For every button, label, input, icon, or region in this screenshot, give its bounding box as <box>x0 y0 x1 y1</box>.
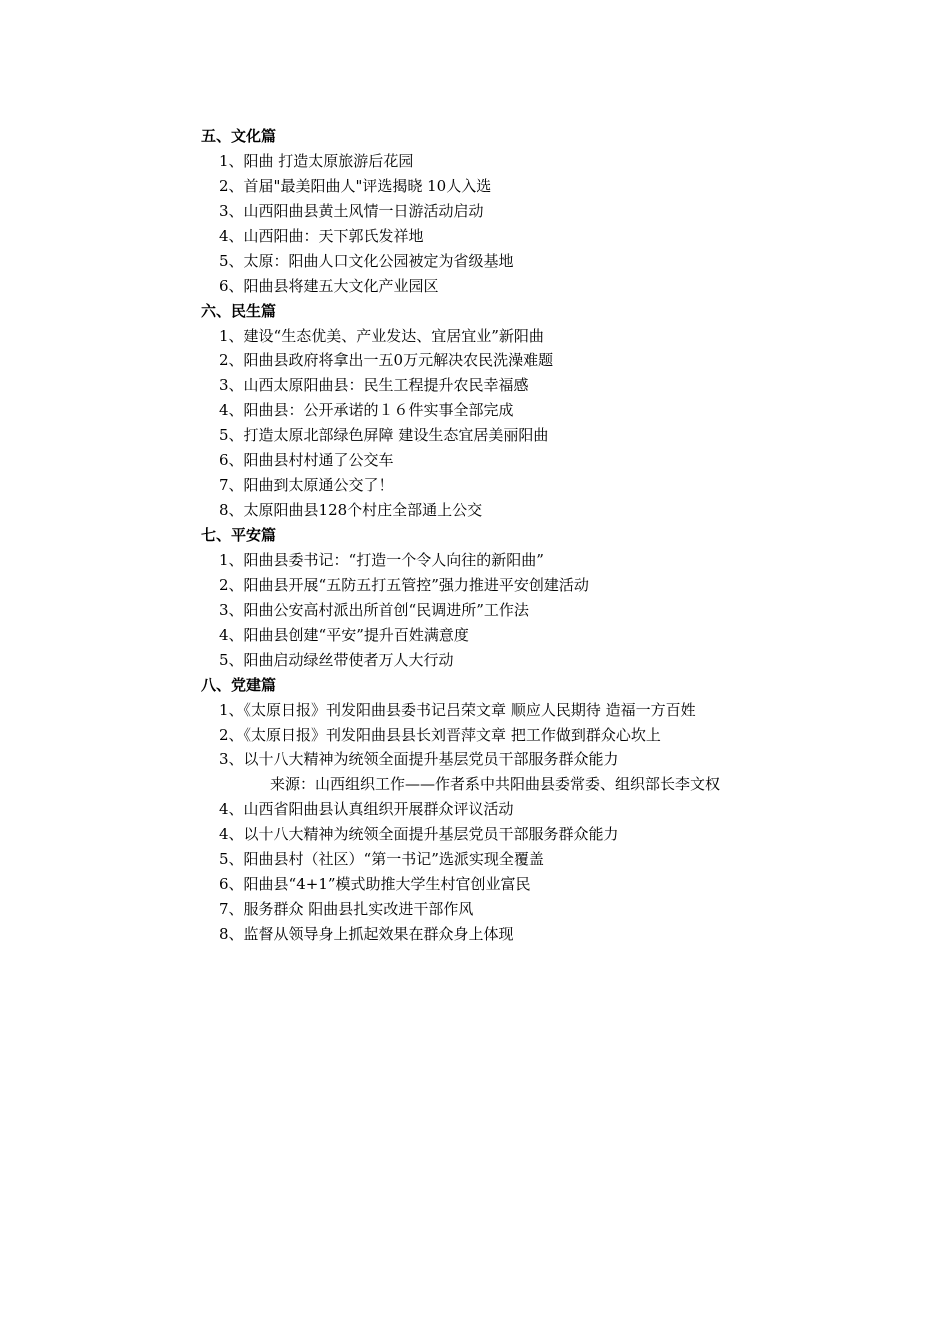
section-heading-party: 八、党建篇 <box>201 675 277 694</box>
list-item: 5、打造太原北部绿色屏障 建设生态宜居美丽阳曲 <box>219 426 549 445</box>
list-item: 2、《太原日报》刊发阳曲县县长刘晋萍文章 把工作做到群众心坎上 <box>219 725 661 744</box>
list-item: 6、阳曲县将建五大文化产业园区 <box>219 276 439 295</box>
list-item: 5、阳曲县村（社区）“第一书记”选派实现全覆盖 <box>219 850 544 869</box>
list-item: 4、阳曲县创建“平安”提升百姓满意度 <box>219 625 469 644</box>
list-item: 8、太原阳曲县128个村庄全部通上公交 <box>219 501 483 520</box>
list-item: 4、以十八大精神为统领全面提升基层党员干部服务群众能力 <box>219 825 619 844</box>
section-heading-livelihood: 六、民生篇 <box>201 301 277 320</box>
list-item: 6、阳曲县村村通了公交车 <box>219 451 394 470</box>
list-item: 4、阳曲县：公开承诺的１６件实事全部完成 <box>219 401 514 420</box>
section-heading-culture: 五、文化篇 <box>201 127 277 145</box>
list-item: 1、阳曲 打造太原旅游后花园 <box>219 151 414 170</box>
list-item: 1、《太原日报》刊发阳曲县委书记吕荣文章 顺应人民期待 造福一方百姓 <box>219 700 696 719</box>
list-item: 3、阳曲公安高村派出所首创“民调进所”工作法 <box>219 600 529 619</box>
list-item: 5、太原：阳曲人口文化公园被定为省级基地 <box>219 251 514 270</box>
list-item: 7、服务群众 阳曲县扎实改进干部作风 <box>219 900 474 919</box>
list-item: 4、山西阳曲：天下郭氏发祥地 <box>219 226 424 245</box>
list-item: 5、阳曲启动绿丝带使者万人大行动 <box>219 650 454 669</box>
list-item: 3、山西阳曲县黄土风情一日游活动启动 <box>219 201 484 220</box>
list-item: 8、监督从领导身上抓起效果在群众身上体现 <box>219 925 514 943</box>
list-item: 2、首届"最美阳曲人"评选揭晓 10人入选 <box>219 176 492 195</box>
list-item: 2、阳曲县政府将拿出一五0万元解决农民洗澡难题 <box>219 351 554 370</box>
list-item: 4、山西省阳曲县认真组织开展群众评议活动 <box>219 800 514 819</box>
list-item: 3、以十八大精神为统领全面提升基层党员干部服务群众能力 <box>219 750 619 769</box>
list-item: 3、山西太原阳曲县：民生工程提升农民幸福感 <box>219 376 529 395</box>
list-item: 1、建设“生态优美、产业发达、宜居宜业”新阳曲 <box>219 326 544 345</box>
list-item: 6、阳曲县“4+1”模式助推大学生村官创业富民 <box>219 875 531 894</box>
source-note: 来源：山西组织工作——作者系中共阳曲县委常委、组织部长李文权 <box>270 775 721 794</box>
list-item: 2、阳曲县开展“五防五打五管控”强力推进平安创建活动 <box>219 575 589 594</box>
section-heading-safety: 七、平安篇 <box>201 526 277 544</box>
document-page <box>0 124 950 947</box>
list-item: 1、阳曲县委书记：“打造一个令人向往的新阳曲” <box>219 550 544 569</box>
list-item: 7、阳曲到太原通公交了！ <box>219 476 394 495</box>
